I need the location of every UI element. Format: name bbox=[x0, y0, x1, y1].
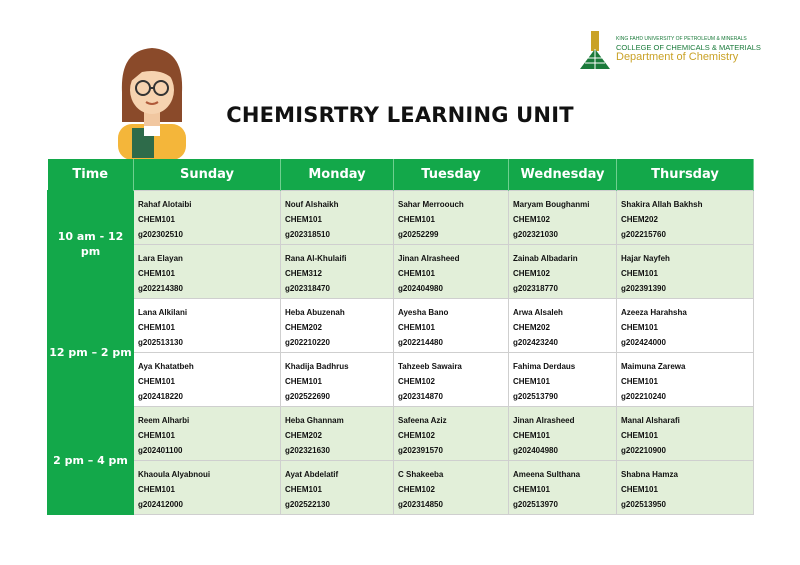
logo-university-name: KING FAHD UNIVERSITY OF PETROLEUM & MINERALS bbox=[616, 35, 747, 42]
student-id: g202424000 bbox=[621, 337, 666, 347]
student-cell bbox=[394, 298, 509, 352]
student-cell bbox=[617, 406, 754, 460]
student-id: g202214380 bbox=[138, 283, 183, 293]
student-id: g202314850 bbox=[398, 499, 443, 509]
student-name: Zainab Albadarin bbox=[513, 253, 578, 263]
schedule-table bbox=[47, 159, 754, 515]
course-code: CHEM101 bbox=[285, 376, 322, 386]
student-id: g202210900 bbox=[621, 445, 666, 455]
page-title: CHEMISRTRY LEARNING UNIT bbox=[226, 103, 574, 127]
course-code: CHEM101 bbox=[513, 484, 550, 494]
student-cell bbox=[509, 352, 617, 406]
student-name: Shabna Hamza bbox=[621, 469, 678, 479]
course-code: CHEM101 bbox=[285, 214, 322, 224]
student-id: g202314870 bbox=[398, 391, 443, 401]
time-slot: 12 pm – 2 pm bbox=[48, 298, 134, 406]
student-id: g202522690 bbox=[285, 391, 330, 401]
table-row bbox=[48, 460, 754, 514]
university-logo bbox=[580, 31, 761, 69]
student-id: g202302510 bbox=[138, 229, 183, 239]
student-id: g202321030 bbox=[513, 229, 558, 239]
student-id: g202391390 bbox=[621, 283, 666, 293]
course-code: CHEM101 bbox=[621, 268, 658, 278]
student-name: Safeena Aziz bbox=[398, 415, 447, 425]
course-code: CHEM101 bbox=[138, 376, 175, 386]
student-cell bbox=[281, 352, 394, 406]
student-cell bbox=[617, 352, 754, 406]
student-name: Nouf Alshaikh bbox=[285, 199, 339, 209]
student-cell bbox=[134, 190, 281, 244]
student-cell bbox=[134, 352, 281, 406]
student-name: Khaoula Alyabnoui bbox=[138, 469, 211, 479]
column-header-sunday: Sunday bbox=[134, 159, 281, 190]
student-id: g202210220 bbox=[285, 337, 330, 347]
student-id: g202423240 bbox=[513, 337, 558, 347]
course-code: CHEM101 bbox=[138, 484, 175, 494]
student-name: Ayat Abdelatif bbox=[285, 469, 339, 479]
student-cell bbox=[281, 406, 394, 460]
table-row bbox=[48, 298, 754, 352]
student-name: Tahzeeb Sawaira bbox=[398, 361, 462, 371]
student-name: Maimuna Zarewa bbox=[621, 361, 686, 371]
student-cell bbox=[617, 460, 754, 514]
student-cell bbox=[509, 460, 617, 514]
student-cell bbox=[134, 460, 281, 514]
course-code: CHEM101 bbox=[398, 214, 435, 224]
student-id: g202210240 bbox=[621, 391, 666, 401]
column-header-thursday: Thursday bbox=[617, 159, 754, 190]
student-cell bbox=[394, 460, 509, 514]
course-code: CHEM101 bbox=[138, 322, 175, 332]
student-id: g202404980 bbox=[398, 283, 443, 293]
course-code: CHEM202 bbox=[285, 430, 322, 440]
student-name: Azeeza Harahsha bbox=[621, 307, 687, 317]
student-name: Arwa Alsaleh bbox=[513, 307, 563, 317]
student-cell bbox=[281, 298, 394, 352]
time-slot: 2 pm – 4 pm bbox=[48, 406, 134, 514]
student-cell bbox=[509, 406, 617, 460]
table-row bbox=[48, 190, 754, 244]
course-code: CHEM101 bbox=[138, 214, 175, 224]
student-id: g202513970 bbox=[513, 499, 558, 509]
student-id: g202391570 bbox=[398, 445, 443, 455]
student-id: g202321630 bbox=[285, 445, 330, 455]
logo-department-name: Department of Chemistry bbox=[616, 51, 739, 64]
student-id: g202513950 bbox=[621, 499, 666, 509]
logo-college-name: COLLEGE OF CHEMICALS & MATERIALS bbox=[616, 42, 761, 52]
course-code: CHEM102 bbox=[398, 484, 435, 494]
course-code: CHEM102 bbox=[513, 214, 550, 224]
student-id: g202513130 bbox=[138, 337, 183, 347]
course-code: CHEM101 bbox=[621, 322, 658, 332]
course-code: CHEM202 bbox=[513, 322, 550, 332]
student-name: Jinan Alrasheed bbox=[398, 253, 460, 263]
course-code: CHEM312 bbox=[285, 268, 322, 278]
column-header-monday: Monday bbox=[281, 159, 394, 190]
student-name: Rana Al-Khulaifi bbox=[285, 253, 347, 263]
course-code: CHEM101 bbox=[621, 430, 658, 440]
student-cell bbox=[394, 406, 509, 460]
student-name: Ameena Sulthana bbox=[513, 469, 581, 479]
student-cell bbox=[394, 244, 509, 298]
student-name: Heba Ghannam bbox=[285, 415, 344, 425]
student-cell bbox=[281, 460, 394, 514]
column-header-time: Time bbox=[48, 159, 134, 190]
student-id: g202418220 bbox=[138, 391, 183, 401]
column-header-tuesday: Tuesday bbox=[394, 159, 509, 190]
student-cell bbox=[617, 190, 754, 244]
table-row bbox=[48, 352, 754, 406]
student-name: Aya Khatatbeh bbox=[138, 361, 194, 371]
table-row bbox=[48, 406, 754, 460]
course-code: CHEM101 bbox=[621, 484, 658, 494]
kfupm-emblem-icon bbox=[580, 31, 610, 69]
table-row bbox=[48, 244, 754, 298]
student-name: Khadija Badhrus bbox=[285, 361, 349, 371]
student-name: Sahar Merroouch bbox=[398, 199, 464, 209]
student-name: Hajar Nayfeh bbox=[621, 253, 670, 263]
course-code: CHEM101 bbox=[513, 376, 550, 386]
student-name: C Shakeeba bbox=[398, 469, 444, 479]
student-name: Shakira Allah Bakhsh bbox=[621, 199, 703, 209]
student-name: Reem Alharbi bbox=[138, 415, 190, 425]
course-code: CHEM101 bbox=[138, 268, 175, 278]
course-code: CHEM202 bbox=[285, 322, 322, 332]
student-id: g202318770 bbox=[513, 283, 558, 293]
course-code: CHEM101 bbox=[398, 268, 435, 278]
student-id: g202404980 bbox=[513, 445, 558, 455]
course-code: CHEM101 bbox=[285, 484, 322, 494]
time-slot: 10 am - 12 pm bbox=[48, 190, 134, 298]
student-name: Ayesha Bano bbox=[398, 307, 449, 317]
student-id: g202214480 bbox=[398, 337, 443, 347]
course-code: CHEM202 bbox=[621, 214, 658, 224]
course-code: CHEM101 bbox=[621, 376, 658, 386]
course-code: CHEM101 bbox=[513, 430, 550, 440]
student-cell bbox=[394, 352, 509, 406]
student-name: Heba Abuzenah bbox=[285, 307, 345, 317]
student-name: Lana Alkilani bbox=[138, 307, 188, 317]
column-header-wednesday: Wednesday bbox=[509, 159, 617, 190]
student-cell bbox=[617, 298, 754, 352]
student-name: Manal Alsharafi bbox=[621, 415, 680, 425]
course-code: CHEM101 bbox=[138, 430, 175, 440]
student-name: Jinan Alrasheed bbox=[513, 415, 575, 425]
student-cell bbox=[509, 244, 617, 298]
student-name: Fahima Derdaus bbox=[513, 361, 576, 371]
student-id: g202401100 bbox=[138, 445, 183, 455]
course-code: CHEM102 bbox=[513, 268, 550, 278]
student-id: g202513790 bbox=[513, 391, 558, 401]
student-id: g20252299 bbox=[398, 229, 439, 239]
student-name: Rahaf Alotaibi bbox=[138, 199, 192, 209]
student-cell bbox=[281, 244, 394, 298]
student-cell bbox=[509, 298, 617, 352]
student-id: g202522130 bbox=[285, 499, 330, 509]
course-code: CHEM101 bbox=[398, 322, 435, 332]
student-id: g202318470 bbox=[285, 283, 330, 293]
student-name: Lara Elayan bbox=[138, 253, 183, 263]
student-cell bbox=[509, 190, 617, 244]
course-code: CHEM102 bbox=[398, 430, 435, 440]
student-cell bbox=[134, 406, 281, 460]
student-id: g202318510 bbox=[285, 229, 330, 239]
student-name: Maryam Boughanmi bbox=[513, 199, 590, 209]
student-cell bbox=[394, 190, 509, 244]
student-cell bbox=[134, 298, 281, 352]
student-id: g202215760 bbox=[621, 229, 666, 239]
course-code: CHEM102 bbox=[398, 376, 435, 386]
student-cell bbox=[134, 244, 281, 298]
student-id: g202412000 bbox=[138, 499, 183, 509]
student-cell bbox=[617, 244, 754, 298]
student-cell bbox=[281, 190, 394, 244]
